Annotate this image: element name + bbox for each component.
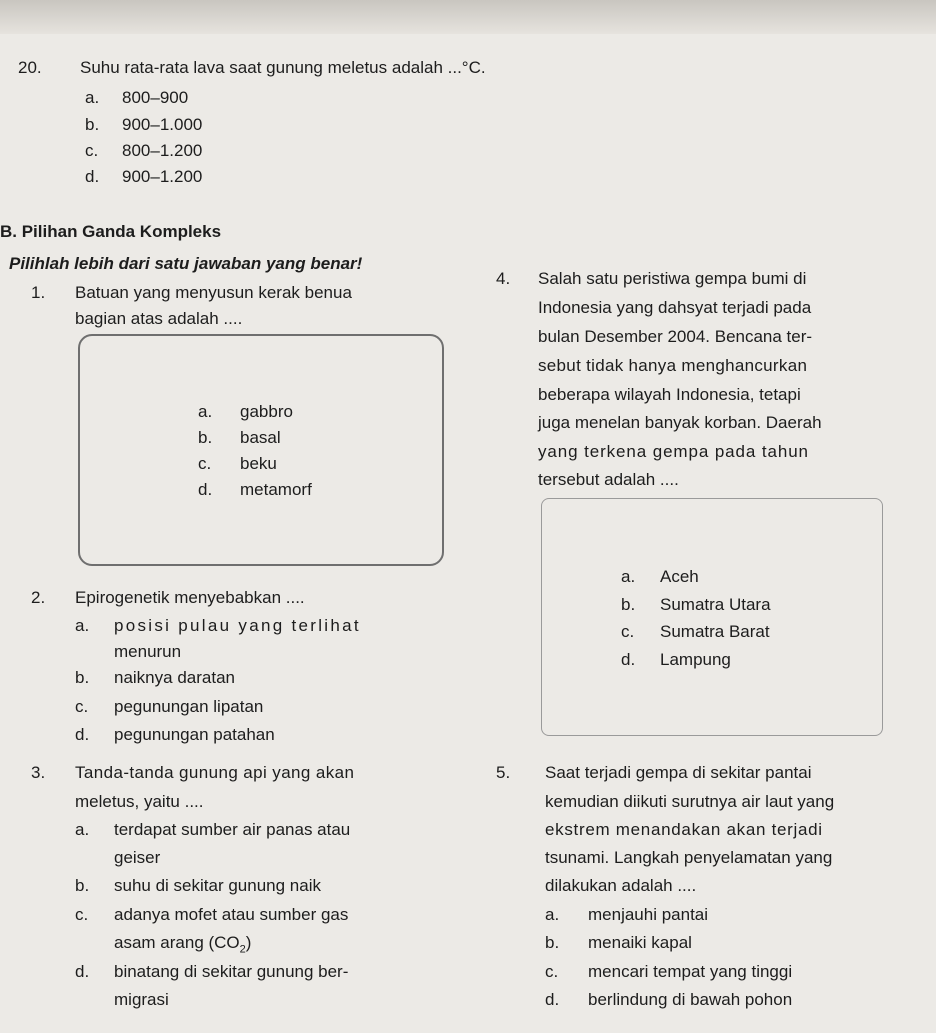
option-letter: a.: [545, 905, 560, 924]
formula-close: ): [245, 933, 252, 952]
option-line: pegunungan lipatan: [114, 697, 264, 716]
section-instruction: Pilihlah lebih dari satu jawaban yang benar!: [9, 254, 363, 273]
option-text: basal: [240, 428, 281, 447]
option-text: 800–1.200: [122, 141, 203, 160]
question-number: 20.: [18, 58, 42, 77]
question-line: Batuan yang menyusun kerak benua: [75, 283, 352, 302]
option-letter: a.: [621, 567, 636, 586]
question-number: 5.: [496, 763, 511, 782]
question-line: Salah satu peristiwa gempa bumi di: [538, 269, 807, 288]
question-line: tsunami. Langkah penyelamatan yang: [545, 848, 833, 867]
option-letter: b.: [545, 933, 560, 952]
page-top-edge: [0, 0, 936, 34]
question-line: meletus, yaitu ....: [75, 792, 204, 811]
option-line: pegunungan patahan: [114, 725, 275, 744]
option-text: 800–900: [122, 88, 189, 107]
option-letter: b.: [75, 668, 90, 687]
option-letter: d.: [85, 167, 100, 186]
option-letter: b.: [75, 876, 90, 895]
option-text: menjauhi pantai: [588, 905, 709, 924]
option-text: menaiki kapal: [588, 933, 692, 952]
option-letter: d.: [198, 480, 213, 499]
question-line: Tanda-tanda gunung api yang akan: [75, 763, 355, 782]
question-number: 4.: [496, 269, 511, 288]
option-text: Lampung: [660, 650, 731, 669]
option-line: menurun: [114, 642, 182, 661]
option-letter: a.: [85, 88, 100, 107]
question-line: yang terkena gempa pada tahun: [538, 442, 809, 461]
option-letter: c.: [545, 962, 559, 981]
option-letter: b.: [198, 428, 213, 447]
option-text: beku: [240, 454, 277, 473]
option-line: terdapat sumber air panas atau: [114, 820, 351, 839]
option-letter: d.: [621, 650, 636, 669]
question-line: ekstrem menandakan akan terjadi: [545, 820, 823, 839]
option-letter: b.: [621, 595, 636, 614]
question-line: dilakukan adalah ....: [545, 876, 697, 895]
question-line: tersebut adalah ....: [538, 470, 679, 489]
option-text: gabbro: [240, 402, 293, 421]
option-letter: b.: [85, 115, 100, 134]
question-line: bagian atas adalah ....: [75, 309, 243, 328]
option-text: 900–1.000: [122, 115, 203, 134]
option-line: suhu di sekitar gunung naik: [114, 876, 321, 895]
formula-text: asam arang (CO: [114, 933, 240, 952]
option-text: Sumatra Barat: [660, 622, 770, 641]
option-text: berlindung di bawah pohon: [588, 990, 793, 1009]
question-number: 2.: [31, 588, 46, 607]
option-letter: c.: [85, 141, 99, 160]
option-line: adanya mofet atau sumber gas: [114, 905, 349, 924]
question-text: Epirogenetik menyebabkan ....: [75, 588, 305, 607]
option-letter: a.: [198, 402, 213, 421]
option-letter: c.: [621, 622, 635, 641]
options-frame: [541, 498, 883, 736]
option-letter: c.: [198, 454, 212, 473]
option-letter: d.: [75, 725, 90, 744]
options-frame: [78, 334, 444, 566]
option-letter: a.: [75, 616, 90, 635]
formula-subscript: 2: [239, 943, 246, 956]
option-line: posisi pulau yang terlihat: [114, 616, 361, 635]
option-text: mencari tempat yang tinggi: [588, 962, 793, 981]
option-line: naiknya daratan: [114, 668, 235, 687]
option-letter: c.: [75, 905, 89, 924]
question-line: beberapa wilayah Indonesia, tetapi: [538, 385, 801, 404]
question-number: 3.: [31, 763, 46, 782]
option-letter: a.: [75, 820, 90, 839]
question-line: kemudian diikuti surutnya air laut yang: [545, 792, 835, 811]
question-line: Indonesia yang dahsyat terjadi pada: [538, 298, 812, 317]
option-line: geiser: [114, 848, 161, 867]
option-text: 900–1.200: [122, 167, 203, 186]
option-text: Aceh: [660, 567, 699, 586]
question-text: Suhu rata-rata lava saat gunung meletus adalah ...°C.: [80, 58, 486, 77]
section-heading: B. Pilihan Ganda Kompleks: [0, 222, 222, 241]
option-text: Sumatra Utara: [660, 595, 771, 614]
option-letter: c.: [75, 697, 89, 716]
option-line: migrasi: [114, 990, 169, 1009]
option-line-formula: [114, 933, 251, 959]
question-line: bulan Desember 2004. Bencana ter-: [538, 327, 813, 346]
option-letter: d.: [545, 990, 560, 1009]
question-number: 1.: [31, 283, 46, 302]
option-text: metamorf: [240, 480, 312, 499]
option-line: binatang di sekitar gunung ber-: [114, 962, 349, 981]
option-letter: d.: [75, 962, 90, 981]
question-line: juga menelan banyak korban. Daerah: [538, 413, 822, 432]
question-line: Saat terjadi gempa di sekitar pantai: [545, 763, 812, 782]
question-line: sebut tidak hanya menghancurkan: [538, 356, 808, 375]
